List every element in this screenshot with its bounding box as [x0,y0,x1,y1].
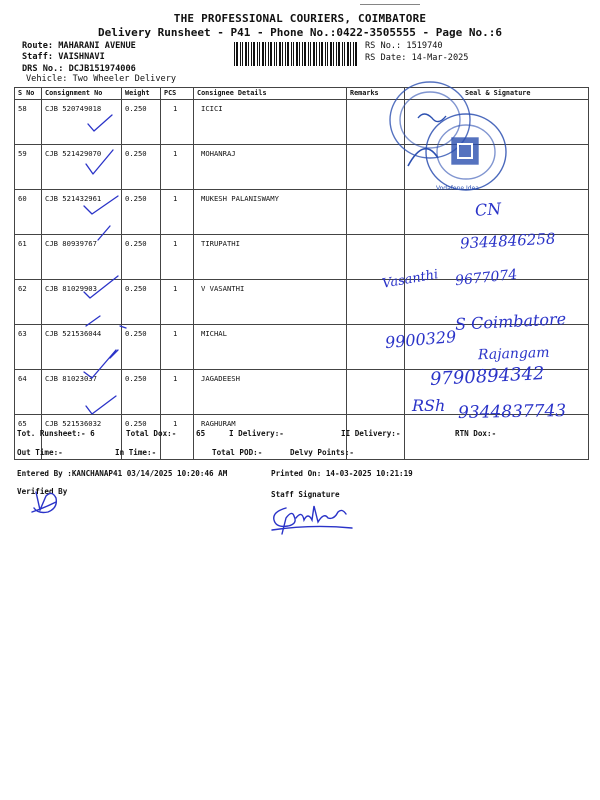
verifier-signature [28,486,68,524]
barcode-bar [279,42,281,66]
barcode-bar [338,42,340,66]
barcode-bar [302,42,303,66]
handwritten-name: Vasanthi [381,267,440,292]
cell-consignee: ICICI [194,100,347,145]
delivery-points: Delvy Points:- [290,448,355,457]
barcode-bar [245,42,247,66]
col-header-consignment: Consignment No [42,88,122,100]
company-name: THE PROFESSIONAL COURIERS, COIMBATORE [173,12,427,25]
cell-remarks [347,370,405,415]
barcode-image [232,42,360,66]
cell-sno: 60 [15,190,42,235]
barcode-bar [276,42,277,66]
barcode-bar [304,42,306,66]
cell-remarks [347,235,405,280]
vehicle-label: Vehicle: Two Wheeler Delivery [26,74,177,84]
barcode-bar [327,42,328,66]
cell-consignment: CJB 520749018 [42,100,122,145]
cell-sno: 61 [15,235,42,280]
barcode-bar [321,42,323,66]
out-time: Out Time:- [17,448,63,457]
col-header-consignee: Consignee Details [194,88,347,100]
cell-consignment: CJB 80939767 [42,235,122,280]
cell-sno: 64 [15,370,42,415]
handwritten-phone: 9677074 [454,266,519,290]
barcode-bar [268,42,269,66]
staff-label: Staff: VAISHNAVI [22,52,105,62]
barcode-bar [282,42,283,66]
barcode-bar [313,42,315,66]
barcode-bar [350,42,351,66]
cell-sno: 63 [15,325,42,370]
handwritten-phone: 9344846258 [459,229,556,253]
barcode-bar [240,42,241,66]
barcode-bar [296,42,298,66]
cell-weight: 0.250 [122,190,161,235]
cell-weight: 0.250 [122,100,161,145]
cell-consignee: MUKESH PALANISWAMY [194,190,347,235]
cell-consignee: RAGHURAM [194,415,347,460]
cell-sno: 62 [15,280,42,325]
col-header-seal-signature: Seal & Signature [405,88,589,100]
route-label: Route: MAHARANI AVENUE [22,41,136,51]
cell-pcs: 1 [161,280,194,325]
cell-weight: 0.250 [122,325,161,370]
barcode-bar [265,42,266,66]
barcode-bar [308,42,309,66]
barcode-bar [270,42,272,66]
barcode-bar [330,42,332,66]
printed-on: Printed On: 14-03-2025 10:21:19 [271,469,413,478]
barcode-bar [316,42,317,66]
barcode-bar [259,42,260,66]
barcode-bar [251,42,252,66]
total-pod: Total POD:- [212,448,263,457]
barcode-bar [236,42,238,66]
barcode-bar [262,42,264,66]
cell-pcs: 1 [161,370,194,415]
total-dox-value: 65 [196,429,206,438]
cell-pcs: 1 [161,190,194,235]
cell-weight: 0.250 [122,370,161,415]
barcode-bar [285,42,286,66]
company-stamp [378,70,518,204]
barcode-bar [291,42,292,66]
barcode-bar [242,42,243,66]
barcode-bar [257,42,258,66]
handwritten-phone: 9790894342 [429,363,546,390]
cell-consignment: CJB 81023037 [42,370,122,415]
handwritten-phone: 9900329 [384,326,457,353]
barcode-bar [299,42,300,66]
cell-consignee: MOHANRAJ [194,145,347,190]
cell-pcs: 1 [161,325,194,370]
cell-consignment: CJB 521536044 [42,325,122,370]
handwritten-phone: 9344837743 [457,401,567,423]
barcode-bar [293,42,294,66]
scan-line [360,4,420,5]
cell-weight: 0.250 [122,280,161,325]
svg-text:Vodafone Idea: Vodafone Idea [436,185,479,192]
barcode-bar [336,42,337,66]
drs-number: DRS No.: DCJB151974006 [22,64,136,74]
cell-sno: 58 [15,100,42,145]
cell-consignment: CJB 521536032 [42,415,122,460]
runsheet-title: Delivery Runsheet - P41 - Phone No.:0422-3505555 - Page No.:6 [98,26,502,39]
cell-pcs: 1 [161,235,194,280]
barcode-bar [342,42,343,66]
cell-sno: 65 [15,415,42,460]
barcode-bar [253,42,255,66]
cell-consignee: V VASANTHI [194,280,347,325]
barcode-bar [274,42,275,66]
handwritten-signature: CN [474,199,502,220]
i-delivery: I Delivery:- [229,429,284,438]
cell-consignment: CJB 81029903 [42,280,122,325]
col-header-pcs: PCS [161,88,194,100]
staff-signature [266,500,362,540]
cell-consignee: JAGADEESH [194,370,347,415]
handwritten-name: Rajangam [477,344,550,364]
cell-pcs: 1 [161,145,194,190]
barcode-bar [347,42,349,66]
barcode-bar [248,42,249,66]
col-header-sno: S No [15,88,42,100]
in-time: In Time:- [115,448,157,457]
cell-consignee: TIRUPATHI [194,235,347,280]
barcode-bar [234,42,235,66]
verified-by-label: Verified By [17,487,68,496]
barcode-bar [355,42,357,66]
cell-weight: 0.250 [122,415,161,460]
barcode-bar [353,42,354,66]
entered-by: Entered By :KANCHANAP41 03/14/2025 10:20:46 AM [17,469,228,478]
barcode-bar [325,42,326,66]
cell-consignment: CJB 521429070 [42,145,122,190]
ii-delivery: II Delivery:- [341,429,401,438]
handwritten-name: S Coimbatore [454,309,567,334]
barcode-bar [310,42,311,66]
cell-consignment: CJB 521432961 [42,190,122,235]
cell-sno: 59 [15,145,42,190]
cell-pcs: 1 [161,100,194,145]
barcode-bar [333,42,334,66]
barcode-bar [319,42,320,66]
total-runsheet: Tot. Runsheet:- 6 [17,429,95,438]
rs-number: RS No.: 1519740 [365,41,443,51]
total-dox-label: Total Dox:- [126,429,177,438]
cell-pcs: 1 [161,415,194,460]
rs-date: RS Date: 14-Mar-2025 [365,53,469,63]
cell-weight: 0.250 [122,145,161,190]
staff-signature-label: Staff Signature [271,490,340,499]
col-header-remarks: Remarks [347,88,405,100]
cell-weight: 0.250 [122,235,161,280]
handwritten-initials: RSh [412,396,446,415]
barcode-bar [287,42,289,66]
barcode-bar [344,42,345,66]
cell-consignee: MICHAL [194,325,347,370]
col-header-weight: Weight [122,88,161,100]
rtn-dox: RTN Dox:- [455,429,497,438]
